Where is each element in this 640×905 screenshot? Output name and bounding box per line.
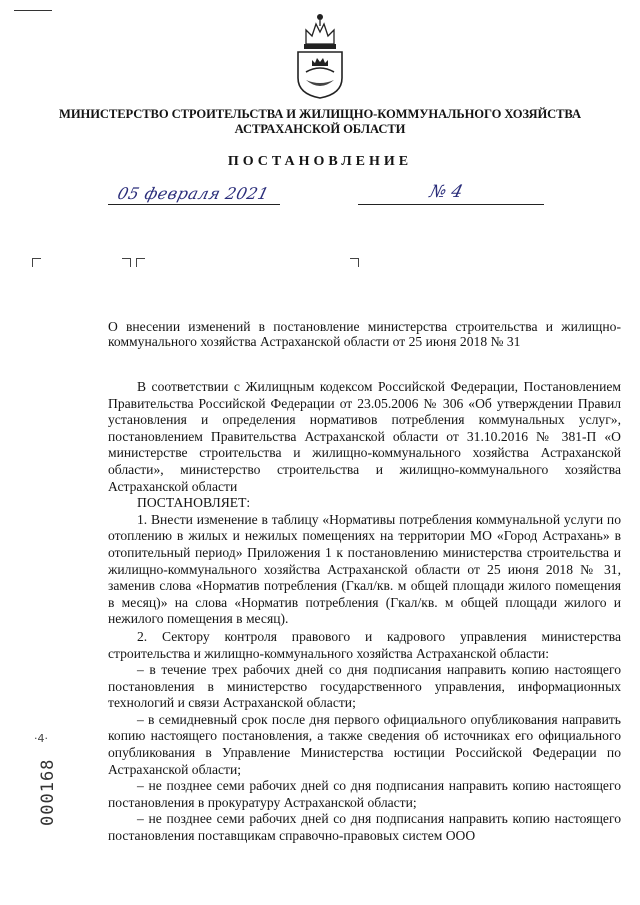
- document-subject: О внесении изменений в постановление министерства строительства и жилищно-коммунального хозяйства Астраханской области от 25 июня 2018 № 31: [108, 319, 621, 349]
- date-underline: [108, 204, 280, 205]
- document-type-title: ПОСТАНОВЛЕНИЕ: [227, 154, 413, 169]
- handwritten-date: 05 февраля 2021: [115, 184, 271, 203]
- document-body: [108, 379, 621, 845]
- item-2-subitem: – в семидневный срок после дня первого официального опубликования направить копию настоящего постановления, а также сведения об источниках его официального опубликования в Управление Министерства юстиции Российской Федерации по Астраханской области;: [108, 711, 621, 777]
- coat-of-arms-emblem: [292, 8, 348, 100]
- item-2-subitem: – не позднее семи рабочих дней со дня подписания направить копию настоящего постановления поставщикам справочно-правовых систем ООО: [108, 811, 621, 844]
- ministry-name-line1: МИНИСТЕРСТВО СТРОИТЕЛЬСТВА И ЖИЛИЩНО-КОММУНАЛЬНОГО ХОЗЯЙСТВА: [59, 107, 581, 121]
- number-underline: [358, 204, 544, 205]
- ministry-name-line2: АСТРАХАНСКОЙ ОБЛАСТИ: [234, 122, 406, 136]
- corner-mark: [122, 258, 131, 267]
- corner-mark: [350, 258, 359, 267]
- handwritten-number: № 4: [427, 182, 465, 202]
- margin-stamp-number: 000168: [38, 758, 58, 826]
- item-2-paragraph: 2. Сектору контроля правового и кадрового управления министерства строительства и жилищно-коммунального хозяйства Астраханской области:: [108, 628, 621, 661]
- margin-mark: ·4·: [34, 732, 48, 745]
- item-2-subitem: – не позднее семи рабочих дней со дня подписания направить копию настоящего постановления в прокуратуру Астраханской области;: [108, 778, 621, 810]
- corner-mark: [32, 258, 41, 267]
- corner-mark: [136, 258, 145, 267]
- item-2-subitem: – в течение трех рабочих дней со дня подписания направить копию настоящего постановления в министерство государственного управления, информационных технологий и связи Астраханской области;: [108, 662, 621, 711]
- resolves-heading: ПОСТАНОВЛЯЕТ:: [137, 495, 251, 511]
- top-rule: [14, 10, 52, 11]
- preamble-paragraph: В соответствии с Жилищным кодексом Российской Федерации, Постановлением Правительства Российской Федерации от 23.05.2006 № 306 «Об утверждении Правил установления и определения нормативов потребления коммунальных услуг», постановлением Правительства Астраханской области от 31.10.2016 № 381-П «О министерстве строительства и жилищно-коммунального хозяйства Астраханской области», министерство строительства и жилищно-коммунального хозяйства Астраханской области: [108, 379, 621, 494]
- item-1-paragraph: 1. Внести изменение в таблицу «Нормативы потребления коммунальной услуги по отоплению в жилых и нежилых помещениях на территории МО «Город Астрахань» в отопительный период» Приложения 1 к постановлению министерства строительства и жилищно-коммунального хозяйства Астраханской области от 25 июня 2018 № 31, заменив слова «Норматив потребления (Гкал/кв. м общей площади жилого помещения в месяц)» на слова «Норматив потребления (Гкал/кв. м общей площади жилого и нежилого помещения в месяц).: [108, 511, 621, 627]
